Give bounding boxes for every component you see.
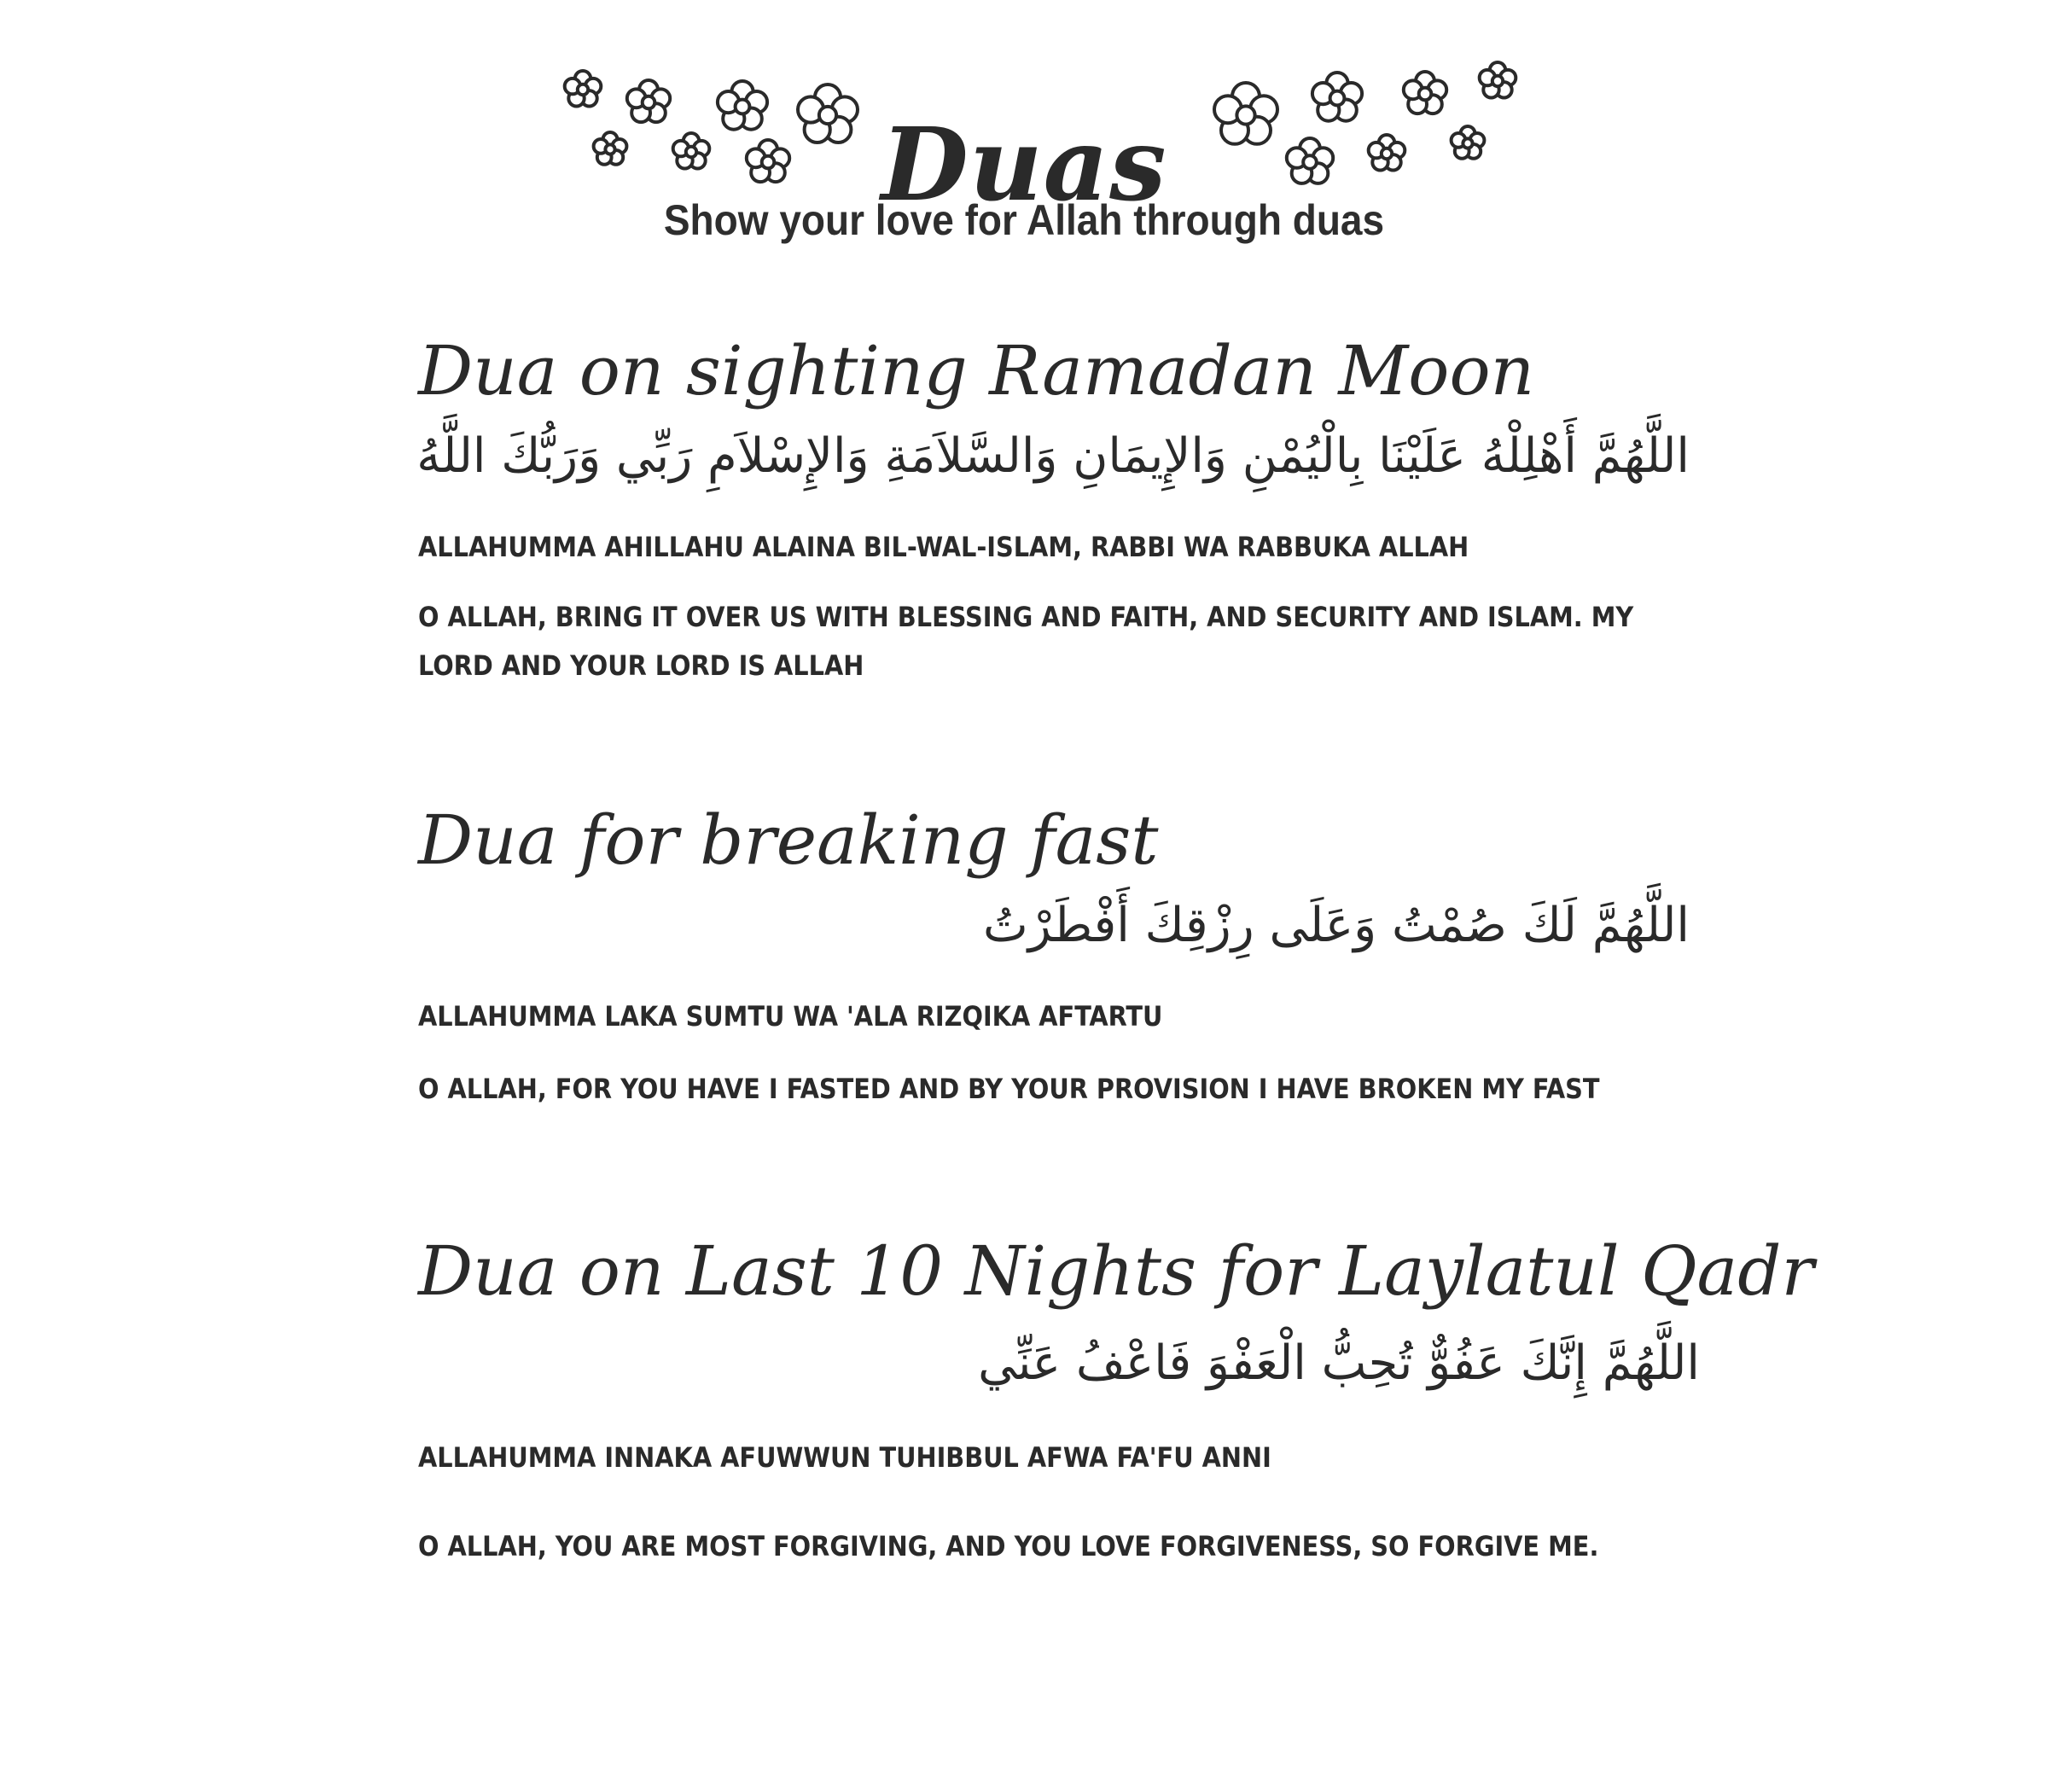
dua-section-laylatul-qadr — [418, 1229, 1814, 1604]
page-subtitle: Show your love for Allah through duas — [663, 196, 1385, 244]
dua-transliteration: ALLAHUMMA LAKA SUMTU WA 'ALA RIZQIKA AFTARTU — [418, 1000, 1163, 1033]
dua-arabic: اللَّهُمَّ أَهْلِلْهُ عَلَيْنَا بِالْيُمْنِ وَالإِيمَانِ وَالسَّلاَمَةِ وَالإِسْلاَمِ رَبِّي وَرَبُّكَ اللَّهُ — [416, 428, 1690, 484]
flower-icon — [1404, 72, 1446, 113]
dua-transliteration: ALLAHUMMA INNAKA AFUWWUN TUHIBBUL AFWA FA'FU ANNI — [418, 1441, 1271, 1474]
dua-arabic: اللَّهُمَّ لَكَ صُمْتُ وَعَلَى رِزْقِكَ أَفْطَرْتُ — [982, 898, 1690, 953]
dua-arabic: اللَّهُمَّ إِنَّكَ عَفُوٌّ تُحِبُّ الْعَفْوَ فَاعْفُ عَنِّي — [978, 1335, 1700, 1391]
dua-section-moon — [418, 329, 1690, 695]
header — [0, 43, 2048, 256]
dua-transliteration: ALLAHUMMA AHILLAHU ALAINA BIL-WAL-ISLAM, RABBI WA RABBUKA ALLAH — [418, 531, 1469, 563]
dua-meaning: O ALLAH, FOR YOU HAVE I FASTED AND BY YOUR PROVISION I HAVE BROKEN MY FAST — [418, 1073, 1600, 1105]
dua-meaning: O ALLAH, BRING IT OVER US WITH BLESSING AND FAITH, AND SECURITY AND ISLAM. MY LORD AND YOUR LORD IS ALLAH — [418, 601, 1634, 682]
flower-icon — [565, 71, 602, 107]
dua-heading: Dua on Last 10 Nights for Laylatul Qadr — [418, 1231, 1814, 1311]
page-title: Duas — [881, 105, 1167, 224]
dua-meaning: O ALLAH, YOU ARE MOST FORGIVING, AND YOU LOVE FORGIVENESS, SO FORGIVE ME. — [418, 1530, 1599, 1562]
dua-section-breaking-fast — [418, 798, 1690, 1122]
flower-icon — [1480, 62, 1516, 98]
dua-heading: Dua for breaking fast — [418, 800, 1159, 880]
dua-heading: Dua on sighting Ramadan Moon — [418, 331, 1535, 410]
